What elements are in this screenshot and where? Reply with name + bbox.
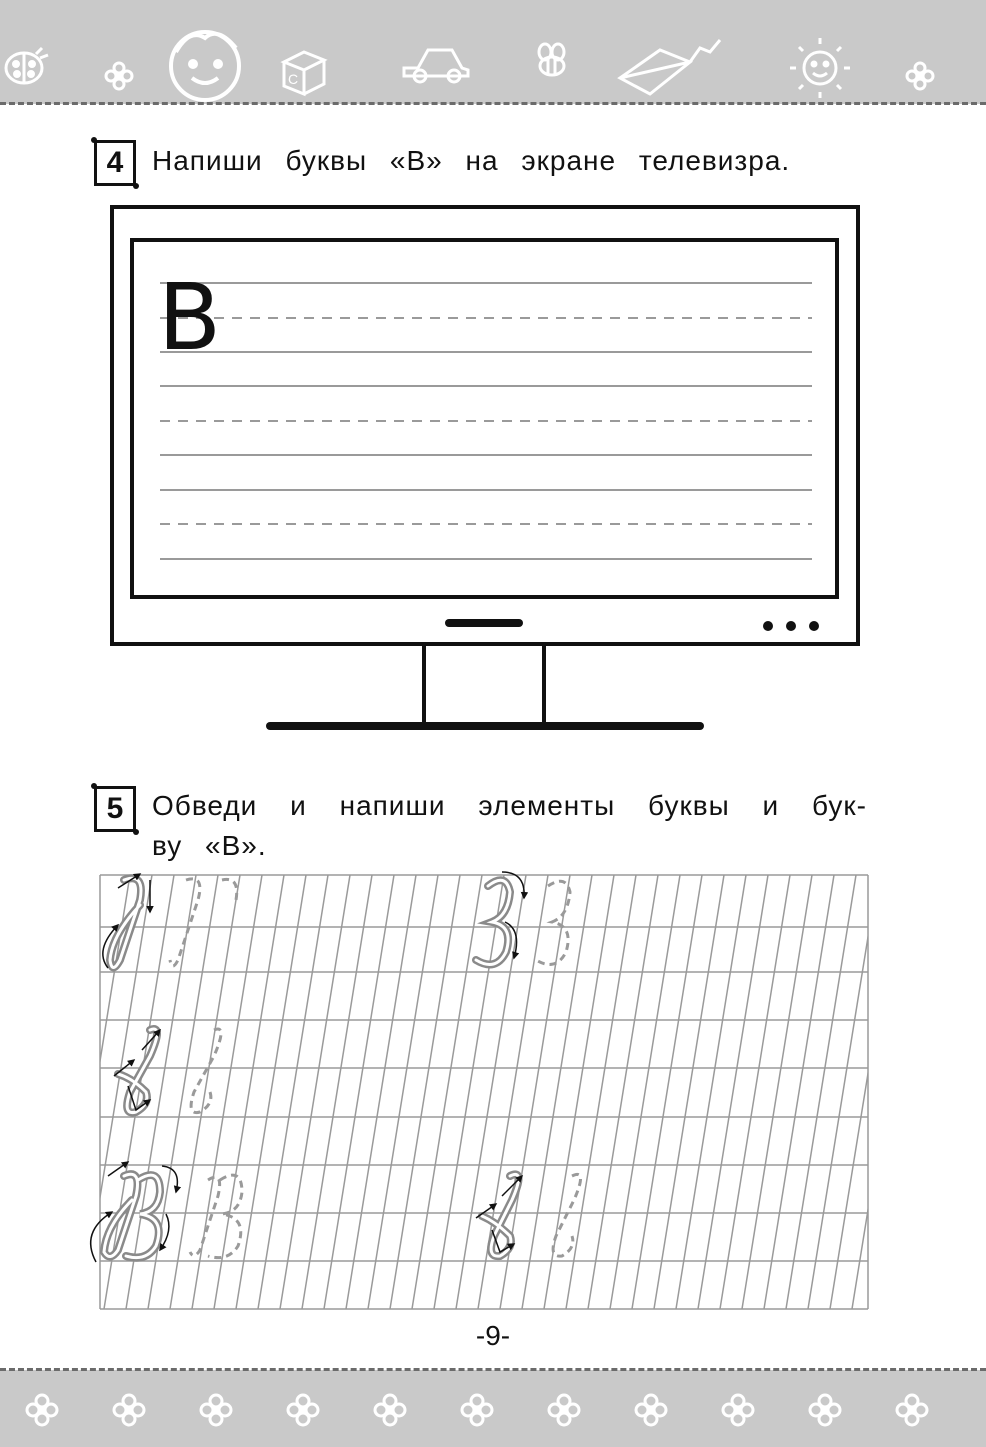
slant-guide-line [698, 875, 768, 1309]
slant-guide-line [610, 875, 680, 1309]
flower-icon [288, 1395, 318, 1425]
slant-guide-line [302, 875, 372, 1309]
slant-guide-line [962, 875, 986, 1309]
flower-icon [897, 1395, 927, 1425]
flower-icon [201, 1395, 231, 1425]
slant-guide-line [742, 875, 812, 1309]
page-number: -9- [475, 1320, 511, 1351]
slant-guide-line [258, 875, 328, 1309]
flower-icon [462, 1395, 492, 1425]
flower-icon [636, 1395, 666, 1425]
slant-guide-line [632, 875, 702, 1309]
flower-icon [810, 1395, 840, 1425]
slant-guide-line [236, 875, 306, 1309]
trace-lowercase-b [476, 1174, 581, 1256]
flower-icon [27, 1395, 57, 1425]
flower-icon [549, 1395, 579, 1425]
slant-guide-line [786, 875, 856, 1309]
slant-guide-line [280, 875, 350, 1309]
task-5-instruction-line2: ву «В». [152, 830, 267, 861]
footer-icons [0, 1370, 986, 1447]
flower-icon [375, 1395, 405, 1425]
slant-guide-line [852, 875, 922, 1309]
slant-guide-line [830, 875, 900, 1309]
slant-guide-line [346, 875, 416, 1309]
slant-guide-line [544, 875, 614, 1309]
task-5-instruction-line1: Обведи и напиши элементы буквы и бук- [152, 790, 867, 821]
task-4-instruction: Напиши буквы «В» на экране телевизра. [152, 145, 791, 176]
slant-guide-line [214, 875, 284, 1309]
slant-guide-line [324, 875, 394, 1309]
slant-guide-line [192, 875, 262, 1309]
sample-letter: B [158, 264, 222, 371]
flower-icon [723, 1395, 753, 1425]
slant-guide-line [368, 875, 438, 1309]
slant-guide-line [654, 875, 724, 1309]
trace-element-loop [114, 1029, 221, 1113]
slant-guide-line [412, 875, 482, 1309]
slant-guide-line [720, 875, 790, 1309]
slant-guide-line [940, 875, 986, 1309]
slant-guide-line [566, 875, 636, 1309]
slant-guide-line [874, 875, 944, 1309]
task-5-number: 5 [94, 786, 136, 832]
slant-guide-line [522, 875, 592, 1309]
slant-guide-line [764, 875, 834, 1309]
slant-guide-line [170, 875, 240, 1309]
slant-guide-line [896, 875, 966, 1309]
slant-guide-line [390, 875, 460, 1309]
flower-icon [114, 1395, 144, 1425]
slant-guide-line [918, 875, 986, 1309]
svg-text:C: C [288, 71, 299, 87]
slant-guide-line [676, 875, 746, 1309]
task-4-number: 4 [94, 140, 136, 186]
trace-element-three-shape [476, 872, 570, 965]
slant-guide-line [588, 875, 658, 1309]
